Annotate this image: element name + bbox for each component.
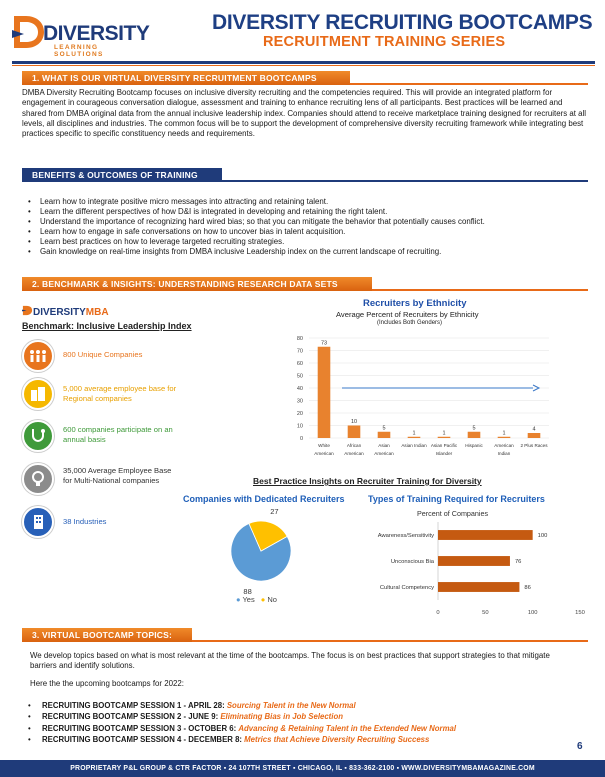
x-tick-label: White	[318, 443, 330, 448]
stat-text-companies: 800 Unique Companies	[63, 350, 143, 359]
list-item: • Understand the importance of recognizing hard wired bias; so that you can mitigate the behavior that potentially causes conflict.	[28, 217, 588, 227]
list-item: • Learn best practices on how to leverage targeted recruiting strategies.	[28, 237, 588, 247]
pie-data-label: 88	[243, 586, 252, 596]
data-label: 5	[382, 425, 386, 432]
x-tick-label: 50	[482, 610, 489, 616]
logo-wordmark: DIVERSITY	[43, 22, 150, 45]
session-label: RECRUITING BOOTCAMP SESSION 4 - DECEMBER 8:	[42, 734, 242, 744]
stat-circle-employees	[22, 378, 54, 410]
legend-label: Yes	[242, 595, 255, 604]
lightbulb-icon	[24, 465, 52, 493]
bar	[438, 582, 519, 592]
page-title: DIVERSITY RECRUITING BOOTCAMPS	[212, 11, 593, 34]
y-tick-label: 0	[299, 436, 303, 442]
bar	[408, 437, 421, 438]
benefits-list	[28, 197, 588, 258]
section-3-rule	[192, 640, 588, 642]
section-2-heading: 2. BENCHMARK & INSIGHTS: UNDERSTANDING RESEARCH DATA SETS	[22, 277, 372, 291]
session-topic: Metrics that Achieve Diversity Recruiting Success	[244, 734, 430, 744]
page-subtitle: RECRUITMENT TRAINING SERIES	[263, 34, 506, 50]
session-item	[28, 700, 588, 711]
x-tick-label: 150	[575, 610, 585, 616]
x-tick-label: American	[314, 451, 334, 456]
y-tick-label: 60	[296, 361, 303, 367]
bar	[468, 432, 481, 438]
data-label: 76	[514, 559, 522, 565]
section-2-rule	[372, 289, 588, 291]
y-tick-label: 10	[296, 423, 303, 430]
buildings-icon	[24, 380, 52, 408]
stat-text-participants: 600 companies participate on an annual basis	[63, 425, 173, 445]
bar	[378, 432, 391, 438]
y-tick-label: Unconscious Bia	[390, 559, 434, 565]
x-tick-label: American	[344, 451, 364, 456]
y-tick-label: 50	[296, 373, 303, 380]
ethnicity-bar-chart	[287, 330, 555, 462]
section-1-rule	[350, 83, 588, 85]
mba-logo-word: DIVERSITY	[33, 307, 86, 318]
header-rule	[12, 61, 595, 64]
section-1-body: DMBA Diversity Recruiting Bootcamp focuses on inclusive diversity recruiting and the competencies required. This will provide an integrated platform for engagement in courageous conversation dialogue, assessment and training to enhance recruiting lens of all participants. Best practices will be learned and shared from DMBA original data from the annual inclusive leadership index. Companies should attend to receive marketplace training designed for recruiters at all levels, all disciplines and industries. The common focus will be to support the development of comprehensive diversity recruiting framework while integrating best practices specific to specific constituency needs and requirements.	[22, 88, 587, 139]
diversity-mba-logo	[22, 302, 109, 320]
session-label: RECRUITING BOOTCAMP SESSION 1 - APRIL 28:	[42, 701, 225, 710]
page-number: 6	[577, 741, 583, 752]
x-tick-label: Hispanic	[465, 443, 483, 448]
best-practice-title: Best Practice Insights on Recruiter Training for Diversity	[253, 476, 482, 486]
stat-circle-companies	[22, 340, 54, 372]
x-tick-label: 0	[436, 610, 440, 616]
pie-chart-title: Companies with Dedicated Recruiters	[183, 494, 345, 504]
legend-swatch: ●	[260, 595, 268, 604]
list-item: • Learn the different perspectives of how D&I is integrated in developing and retaining the right talent.	[28, 207, 588, 217]
y-tick-label: 20	[296, 411, 303, 417]
logo-mark-icon	[10, 12, 46, 52]
stat-text-multinational: 35,000 Average Employee Base for Multi-National companies	[63, 466, 172, 486]
y-tick-label: 80	[296, 336, 303, 342]
stat-circle-participants	[22, 420, 54, 452]
section-3-heading: 3. VIRTUAL BOOTCAMP TOPICS:	[22, 628, 192, 642]
bar	[438, 437, 451, 438]
session-label: RECRUITING BOOTCAMP SESSION 3 - OCTOBER 6:	[42, 723, 237, 733]
bar	[348, 426, 361, 439]
diversity-logo	[10, 8, 150, 56]
data-label: 1	[502, 430, 506, 437]
stat-circle-multinational	[22, 463, 54, 495]
legend-item	[261, 595, 277, 604]
bar	[528, 433, 541, 438]
y-tick-label: 30	[296, 398, 303, 405]
data-label: 86	[524, 585, 531, 591]
ethnicity-chart-title: Recruiters by Ethnicity	[363, 298, 467, 309]
data-label: 100	[537, 533, 548, 539]
training-bar-chart	[340, 518, 590, 622]
bar	[438, 530, 533, 540]
session-label: RECRUITING BOOTCAMP SESSION 2 - JUNE 9:	[42, 712, 219, 722]
list-item: • Learn how to integrate positive micro messages into attracting and retaining talent.	[28, 197, 588, 207]
y-tick-label: 70	[296, 348, 303, 355]
session-item	[28, 711, 588, 722]
y-tick-label: 40	[296, 386, 303, 392]
office-building-icon	[24, 508, 52, 536]
mba-logo-suffix: MBA	[85, 307, 109, 318]
benefits-heading: BENEFITS & OUTCOMES OF TRAINING	[22, 168, 222, 182]
data-label: 1	[442, 430, 446, 437]
stat-circle-industries	[22, 506, 54, 538]
x-tick-label: American	[374, 451, 394, 456]
logo-tagline: LEARNING SOLUTIONS	[54, 44, 104, 58]
x-tick-label: Asian	[378, 443, 390, 448]
session-item	[28, 734, 588, 745]
legend-swatch: ●	[236, 595, 243, 604]
list-item: • Gain knowledge on real-time insights from DMBA inclusive Leadership index on the current landscape of recruiting.	[28, 247, 588, 257]
section-3-lead: Here the the upcoming bootcamps for 2022:	[30, 679, 184, 688]
bar	[498, 437, 511, 438]
data-label: 4	[532, 426, 536, 433]
stat-text-industries: 38 Industries	[63, 517, 107, 526]
benefits-rule	[222, 180, 588, 182]
x-tick-label: American	[494, 443, 514, 448]
stethoscope-icon	[24, 422, 52, 450]
x-tick-label: 100	[527, 610, 538, 616]
section-3-intro: We develop topics based on what is most relevant at the time of the bootcamps. The focus is on best practices that support strategies to that mitigate barriers and identify solutions.	[30, 651, 550, 671]
stat-text-employees: 5,000 average employee base for Regional companies	[63, 384, 177, 404]
training-chart-title: Types of Training Required for Recruiters	[368, 494, 545, 504]
bar	[318, 347, 331, 438]
bar	[438, 556, 510, 566]
data-label: 10	[350, 419, 358, 425]
y-tick-label: Awareness/Sensitivity	[377, 533, 434, 539]
pie-data-label: 27	[270, 507, 279, 517]
training-chart-xlabel: Percent of Companies	[417, 509, 489, 518]
x-tick-label: Asian Pacific	[430, 443, 458, 448]
x-tick-label: Asian Indian	[401, 443, 427, 448]
dedicated-recruiters-pie-chart	[218, 506, 318, 606]
session-topic: Eliminating Bias in Job Selection	[220, 712, 343, 722]
people-icon	[24, 342, 52, 370]
header-rule-accent	[12, 65, 595, 66]
legend-item	[236, 595, 255, 604]
mba-logo-mark-icon	[22, 305, 33, 316]
pie-legend	[236, 595, 283, 604]
ethnicity-chart-note: (Includes Both Genders)	[377, 320, 443, 326]
y-tick-label: Cultural Competency	[379, 585, 434, 591]
data-label: 1	[412, 430, 416, 437]
bootcamp-session-list	[28, 700, 588, 745]
data-label: 5	[472, 425, 476, 432]
session-item	[28, 723, 588, 734]
list-item: • Learn how to engage in safe conversations on how to uncover bias in talent acquisition.	[28, 227, 588, 237]
x-tick-label: African	[346, 443, 362, 448]
session-topic: Advancing & Retaining Talent in the Extended New Normal	[238, 723, 457, 733]
footer: PROPRIETARY P&L GROUP & CTR FACTOR ▪ 24 107TH STREET ▪ CHICAGO, IL ▪ 833-362-2100 ▪ WWW.DIVERSITYMBAMAGAZINE.COM	[0, 760, 605, 777]
x-tick-label: Islander	[435, 451, 453, 456]
session-topic: Sourcing Talent in the New Normal	[226, 701, 356, 710]
data-label: 73	[320, 340, 328, 347]
x-tick-label: Indian	[497, 451, 511, 456]
section-1-heading: 1. WHAT IS OUR VIRTUAL DIVERSITY RECRUITMENT BOOTCAMPS	[22, 71, 350, 85]
legend-label: No	[267, 595, 277, 604]
benchmark-title: Benchmark: Inclusive Leadership Index	[22, 321, 192, 331]
x-tick-label: 2 Plus Races	[520, 443, 548, 448]
ethnicity-chart-subtitle: Average Percent of Recruiters by Ethnicity	[336, 310, 479, 319]
